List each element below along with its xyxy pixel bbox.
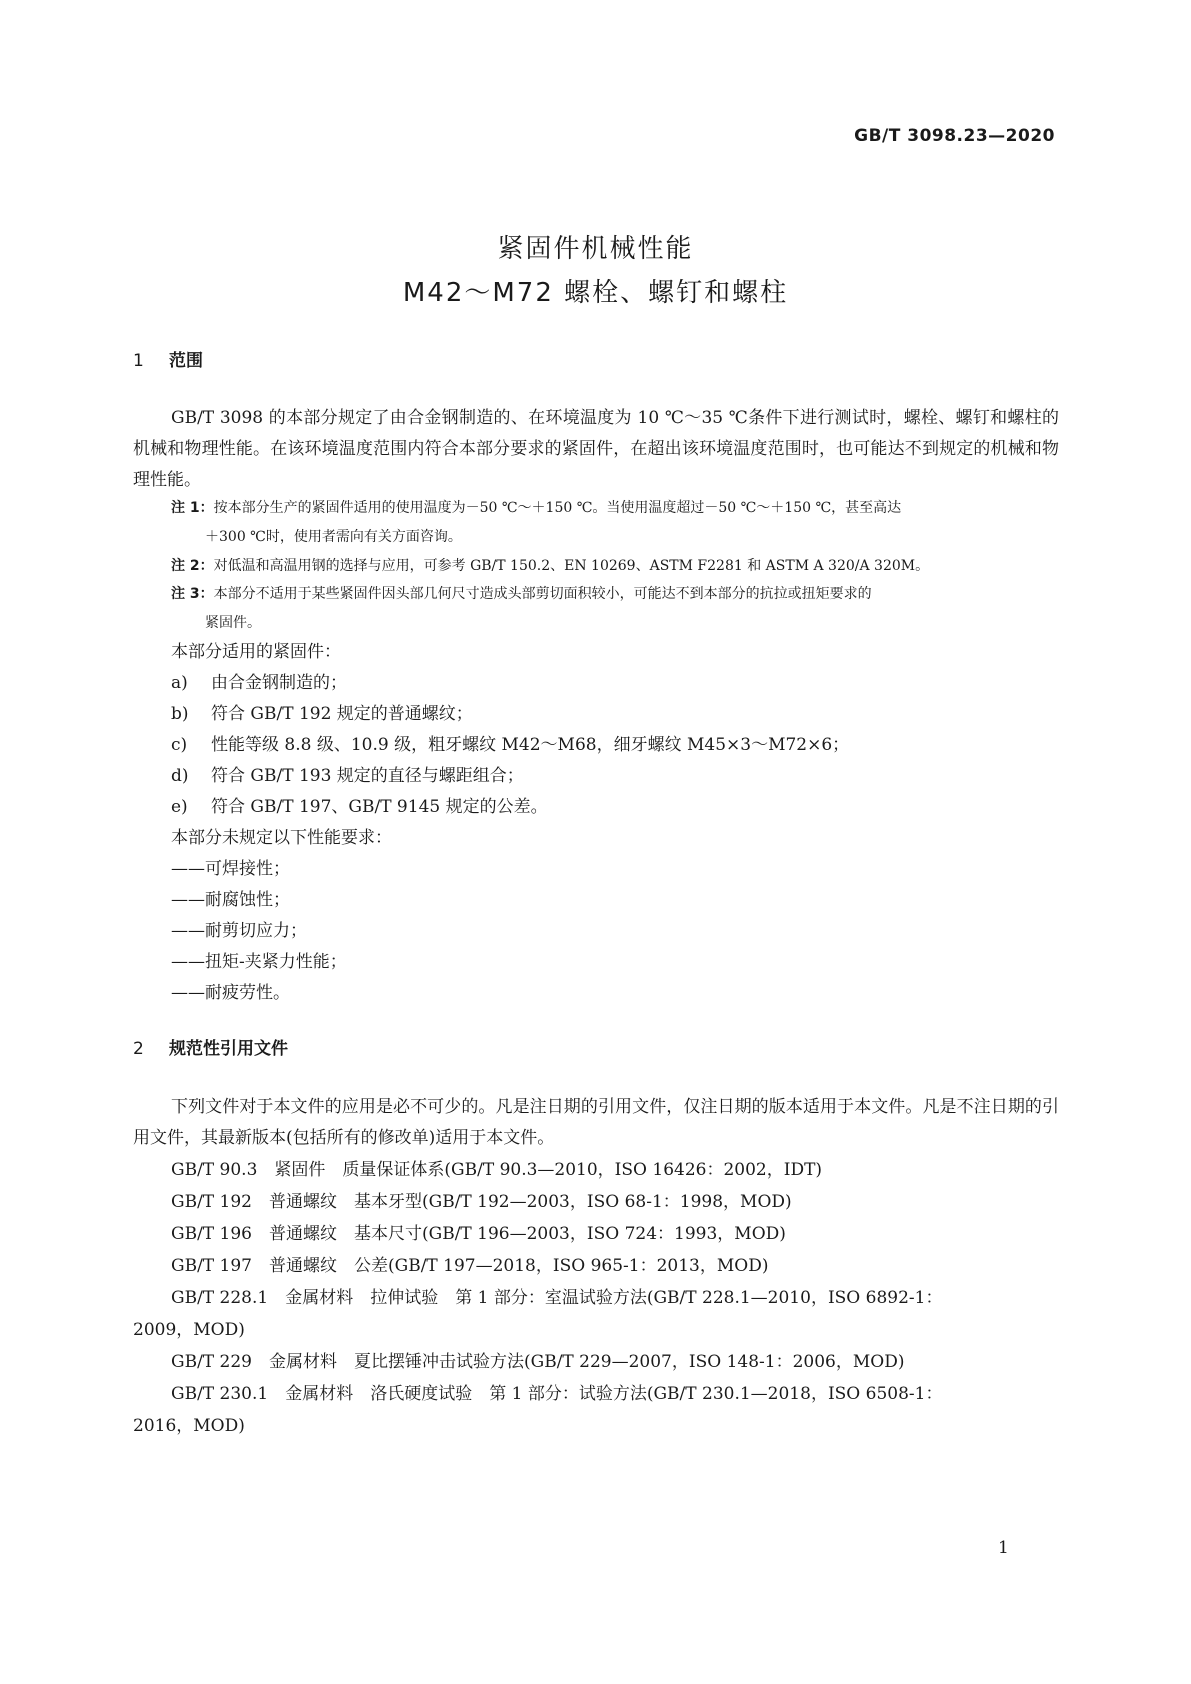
note-1 — [171, 494, 1059, 552]
dash-item: ——耐腐蚀性； — [171, 890, 290, 910]
dash-item: ——耐疲劳性。 — [171, 983, 290, 1003]
note-text-continued: 紧固件。 — [205, 615, 261, 631]
note-text: 对低温和高温用钢的选择与应用，可参考 GB/T 150.2、EN 10269、ASTM F2281 和 ASTM A 320/A 320M。 — [213, 558, 930, 574]
list-marker: c) — [171, 735, 188, 755]
list-marker: a) — [171, 673, 188, 693]
note-3 — [171, 580, 1059, 638]
section-number: 2 — [133, 1039, 144, 1059]
list-item — [171, 761, 1059, 792]
section-title: 规范性引用文件 — [169, 1039, 288, 1059]
reference-item-continued: 2009，MOD) — [133, 1320, 245, 1340]
list-item — [171, 668, 1059, 699]
dash-item: ——可焊接性； — [171, 859, 290, 879]
note-text: 本部分不适用于某些紧固件因头部几何尺寸造成头部剪切面积较小，可能达不到本部分的抗拉或扭矩要求的 — [213, 586, 872, 602]
dash-item: ——扭矩-夹紧力性能； — [171, 952, 347, 972]
list-text: 符合 GB/T 192 规定的普通螺纹； — [211, 704, 473, 724]
scope-paragraph: GB/T 3098 的本部分规定了由合金钢制造的、在环境温度为 10 ℃～35 ℃条件下进行测试时，螺栓、螺钉和螺柱的机械和物理性能。在该环境温度范围内符合本部分要求的紧固件，在超出该环境温度范围时，也可能达不到规定的机械和物理性能。 — [133, 408, 1059, 490]
applies-intro: 本部分适用的紧固件： — [171, 642, 341, 662]
section-title: 范围 — [169, 351, 203, 371]
reference-item: GB/T 197 普通螺纹 公差(GB/T 197—2018，ISO 965-1：2013，MOD) — [171, 1256, 769, 1276]
document-subtitle: M42～M72 螺栓、螺钉和螺柱 — [402, 278, 789, 308]
note-label: 注 1： — [171, 500, 214, 516]
not-specified-intro: 本部分未规定以下性能要求： — [171, 828, 392, 848]
list-text: 符合 GB/T 193 规定的直径与螺距组合； — [211, 766, 524, 786]
list-marker: e) — [171, 797, 188, 817]
dash-item: ——耐剪切应力； — [171, 921, 307, 941]
note-label: 注 3： — [171, 586, 214, 602]
list-item — [171, 699, 1059, 730]
reference-item-continued: 2016，MOD) — [133, 1416, 245, 1436]
list-text: 由合金钢制造的； — [211, 673, 347, 693]
note-text-continued: ＋300 ℃时，使用者需向有关方面咨询。 — [205, 529, 462, 545]
list-text: 性能等级 8.8 级、10.9 级，粗牙螺纹 M42～M68，细牙螺纹 M45×3～M72×6； — [211, 735, 850, 755]
note-label: 注 2： — [171, 558, 214, 574]
reference-item: GB/T 229 金属材料 夏比摆锤冲击试验方法(GB/T 229—2007，ISO 148-1：2006，MOD) — [171, 1352, 905, 1372]
note-text: 按本部分生产的紧固件适用的使用温度为－50 ℃～＋150 ℃。当使用温度超过－50 ℃～＋150 ℃，甚至高达 — [213, 500, 902, 516]
reference-item: GB/T 228.1 金属材料 拉伸试验 第 1 部分：室温试验方法(GB/T 228.1—2010，ISO 6892-1： — [171, 1288, 943, 1308]
standard-number: GB/T 3098.23—2020 — [854, 126, 1055, 146]
normative-references-intro: 下列文件对于本文件的应用是必不可少的。凡是注日期的引用文件，仅注日期的版本适用于本文件。凡是不注日期的引用文件，其最新版本(包括所有的修改单)适用于本文件。 — [133, 1097, 1059, 1148]
reference-item: GB/T 192 普通螺纹 基本牙型(GB/T 192—2003，ISO 68-1：1998，MOD) — [171, 1192, 792, 1212]
list-marker: d) — [171, 766, 189, 786]
section-2-heading — [133, 1034, 288, 1059]
list-item — [171, 792, 1059, 823]
section-number: 1 — [133, 351, 144, 371]
document-title: 紧固件机械性能 — [497, 234, 694, 264]
list-item — [171, 730, 1059, 761]
section-1-heading — [133, 346, 203, 371]
note-2 — [171, 552, 1059, 581]
page-number: 1 — [998, 1538, 1009, 1558]
list-text: 符合 GB/T 197、GB/T 9145 规定的公差。 — [211, 797, 548, 817]
reference-item: GB/T 230.1 金属材料 洛氏硬度试验 第 1 部分：试验方法(GB/T 230.1—2018，ISO 6508-1： — [171, 1384, 943, 1404]
list-marker: b) — [171, 704, 189, 724]
reference-item: GB/T 196 普通螺纹 基本尺寸(GB/T 196—2003，ISO 724：1993，MOD) — [171, 1224, 786, 1244]
reference-item: GB/T 90.3 紧固件 质量保证体系(GB/T 90.3—2010，ISO 16426：2002，IDT) — [171, 1160, 823, 1180]
